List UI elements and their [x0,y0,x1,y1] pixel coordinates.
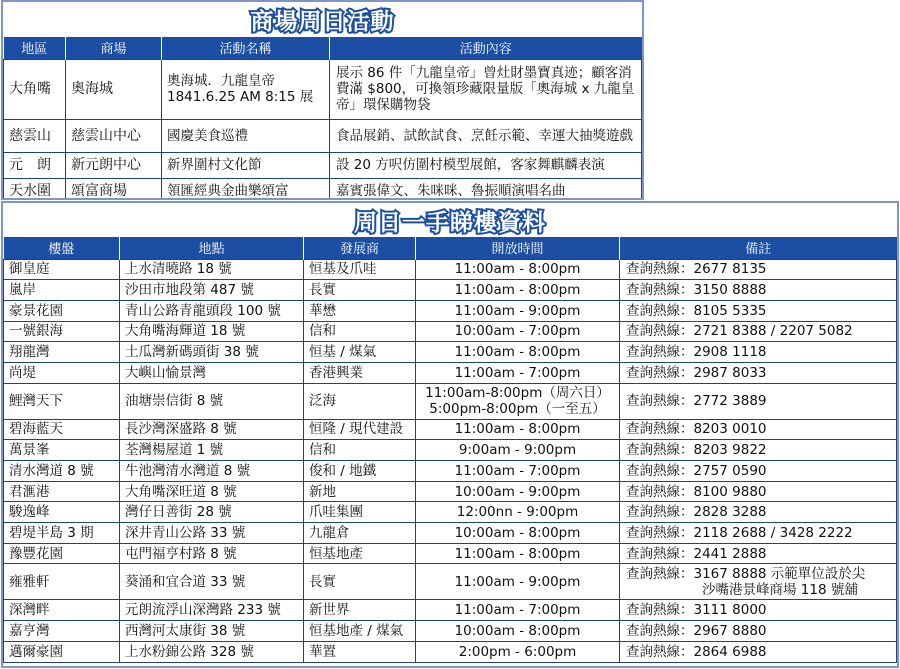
header-mall: 商場 [66,37,162,59]
hours-line: 10:00am - 8:00pm [454,524,581,541]
mall-row [4,178,642,200]
estate-cell: 雍雅軒 [4,564,120,600]
home-row [4,543,897,564]
remarks-cell [620,564,897,600]
event-name-line: 領匯經典金曲樂頌富 [167,183,289,199]
mall-name-cell: 新元朗中心 [66,152,162,178]
home-header-row [4,237,897,259]
location-cell: 青山公路青龍頭段 100 號 [120,300,304,321]
location-cell: 葵涌和宜合道 33 號 [120,564,304,600]
opening-hours-cell [416,502,620,523]
estate-cell: 御皇庭 [4,259,120,280]
remark-line: 查詢熱線：2864 6988 [626,643,767,660]
remark-line: 查詢熱線：2828 3288 [626,504,767,521]
developer-cell: 長實 [304,564,416,600]
developer-cell: 恒基地產 / 煤氣 [304,621,416,642]
developer-cell: 信和 [304,440,416,461]
mall-row [4,152,642,178]
estate-cell: 嵐岸 [4,280,120,301]
header-developer: 發展商 [304,237,416,259]
location-cell: 上水粉錦公路 328 號 [120,641,304,662]
developer-cell: 爪哇集團 [304,502,416,523]
developer-cell: 長實 [304,280,416,301]
header-event-content: 活動內容 [330,37,642,59]
location-cell: 大角嘴海輝道 18 號 [120,321,304,342]
hours-line: 11:00am - 9:00pm [454,573,581,590]
opening-hours-cell [416,440,620,461]
opening-hours-cell [416,342,620,363]
mall-name-cell: 奧海城 [66,59,162,119]
remarks-cell [620,481,897,502]
remarks-cell [620,280,897,301]
opening-hours-cell [416,419,620,440]
developer-cell: 俊和 / 地鐵 [304,461,416,482]
home-viewing-title-bar [3,203,897,237]
opening-hours-cell [416,383,620,419]
location-cell: 長沙灣深盛路 8 號 [120,419,304,440]
remark-line: 查詢熱線：8105 5335 [626,302,767,319]
opening-hours-cell [416,481,620,502]
remarks-cell [620,543,897,564]
remarks-cell [620,362,897,383]
mall-name-cell: 頌富商場 [66,178,162,200]
estate-cell: 碧堤半島 3 期 [4,523,120,544]
header-opening-hours: 開放時間 [416,237,620,259]
header-location: 地點 [120,237,304,259]
estate-cell: 嘉亨灣 [4,621,120,642]
home-row [4,342,897,363]
header-estate: 樓盤 [4,237,120,259]
estate-cell: 尚堤 [4,362,120,383]
hours-line: 11:00am - 8:00pm [454,344,581,361]
mall-events-body [4,59,642,200]
remark-line: 查詢熱線：2441 2888 [626,545,767,562]
estate-cell: 豪景花園 [4,300,120,321]
estate-cell: 鯉灣天下 [4,383,120,419]
opening-hours-cell [416,259,620,280]
district-cell: 元 朗 [4,152,66,178]
remarks-cell [620,383,897,419]
hours-line: 9:00am - 9:00pm [458,442,577,459]
location-cell: 大角嘴深旺道 8 號 [120,481,304,502]
event-name-line: 新界圍村文化節 [167,157,262,173]
location-cell: 深井青山公路 33 號 [120,523,304,544]
event-content-cell: 展示 86 件「九龍皇帝」曾灶財墨寶真迹；顧客消費滿 $800，可換領珍藏限量版「奧海城 x 九龍皇帝」環保購物袋 [330,59,642,119]
mall-events-panel [1,0,644,200]
location-cell: 土瓜灣新碼頭街 38 號 [120,342,304,363]
opening-hours-cell [416,523,620,544]
hours-line: 11:00am - 7:00pm [454,364,581,381]
remark-line: 查詢熱線：8203 9822 [626,442,767,459]
remark-line: 查詢熱線：2118 2688 / 3428 2222 [626,524,853,541]
hours-line: 11:00am - 8:00pm [454,261,581,278]
estate-cell: 深灣畔 [4,600,120,621]
header-event-name: 活動名稱 [162,37,330,59]
remark-line: 查詢熱線：2987 8033 [626,364,767,381]
home-row [4,564,897,600]
estate-cell: 清水灣道 8 號 [4,461,120,482]
opening-hours-cell [416,300,620,321]
opening-hours-cell [416,600,620,621]
hours-line: 5:00pm-8:00pm（一至五） [429,401,606,418]
remarks-cell [620,461,897,482]
developer-cell: 華懋 [304,300,416,321]
home-row [4,621,897,642]
event-name-line: 1841.6.25 AM 8:15 展 [167,89,314,105]
estate-cell: 駿逸峰 [4,502,120,523]
header-district: 地區 [4,37,66,59]
developer-cell: 九龍倉 [304,523,416,544]
estate-cell: 君滙港 [4,481,120,502]
remark-line: 查詢熱線：8100 9880 [626,483,767,500]
estate-cell: 碧海藍天 [4,419,120,440]
home-row [4,481,897,502]
location-cell: 上水清曉路 18 號 [120,259,304,280]
hours-line: 11:00am - 8:00pm [454,545,581,562]
location-cell: 大嶼山愉景灣 [120,362,304,383]
remark-line: 查詢熱線：2721 8388 / 2207 5082 [626,323,853,340]
district-cell: 天水圍 [4,178,66,200]
remarks-cell [620,641,897,662]
event-name-cell [162,178,330,200]
hours-line: 11:00am - 7:00pm [454,602,581,619]
event-content-cell: 設 20 方呎仿圍村模型展館，客家舞麒麟表演 [330,152,642,178]
developer-cell: 香港興業 [304,362,416,383]
remark-line: 查詢熱線：3150 8888 [626,282,767,299]
developer-cell: 恒基及爪哇 [304,259,416,280]
district-cell: 慈雲山 [4,119,66,152]
developer-cell: 泛海 [304,383,416,419]
hours-line: 12:00nn - 9:00pm [456,504,579,521]
remark-line: 查詢熱線：8203 0010 [626,421,767,438]
home-row [4,383,897,419]
developer-cell: 恒隆 / 現代建設 [304,419,416,440]
event-content-cell: 嘉賓張偉文、朱咪咪、魯振順演唱名曲 [330,178,642,200]
remark-line: 查詢熱線：2772 3889 [626,393,767,410]
home-row [4,461,897,482]
estate-cell: 萬景峯 [4,440,120,461]
remarks-cell [620,419,897,440]
remarks-cell [620,300,897,321]
estate-cell: 一號銀海 [4,321,120,342]
home-row [4,362,897,383]
event-content-cell: 食品展銷、試飲試食、烹飪示範、幸運大抽獎遊戲 [330,119,642,152]
developer-cell: 信和 [304,321,416,342]
event-name-cell [162,59,330,119]
mall-row [4,119,642,152]
estate-cell: 翔龍灣 [4,342,120,363]
remarks-cell [620,600,897,621]
remarks-cell [620,502,897,523]
home-row [4,523,897,544]
hours-line: 2:00pm - 6:00pm [458,643,577,660]
remark-line: 查詢熱線：2908 1118 [626,344,767,361]
opening-hours-cell [416,543,620,564]
hours-line: 10:00am - 7:00pm [454,323,581,340]
developer-cell: 新世界 [304,600,416,621]
remarks-cell [620,342,897,363]
estate-cell: 邁爾豪園 [4,641,120,662]
home-row [4,300,897,321]
mall-events-title: 商場周日活動 [250,9,395,35]
location-cell: 西灣河太康街 38 號 [120,621,304,642]
opening-hours-cell [416,461,620,482]
remarks-cell [620,523,897,544]
hours-line: 10:00am - 9:00pm [454,483,581,500]
remark-line: 查詢熱線：2757 0590 [626,462,767,479]
home-row [4,600,897,621]
developer-cell: 恒基地產 [304,543,416,564]
opening-hours-cell [416,280,620,301]
remarks-cell [620,440,897,461]
developer-cell: 華置 [304,641,416,662]
mall-header-row [4,37,642,59]
district-cell: 大角嘴 [4,59,66,119]
hours-line: 11:00am - 8:00pm [454,282,581,299]
event-name-line: 國慶美食巡禮 [167,127,248,144]
home-viewing-title: 周日一手睇樓資料 [354,209,546,236]
hours-line: 11:00am - 9:00pm [454,302,581,319]
developer-cell: 恒基 / 煤氣 [304,342,416,363]
location-cell: 油塘崇信街 8 號 [120,383,304,419]
developer-cell: 新地 [304,481,416,502]
remark-line: 查詢熱線：2967 8880 [626,622,767,639]
home-row [4,641,897,662]
header-remarks: 備註 [620,237,897,259]
opening-hours-cell [416,621,620,642]
home-row [4,419,897,440]
remark-line: 查詢熱線：2677 8135 [626,261,767,278]
opening-hours-cell [416,362,620,383]
home-viewing-panel [1,201,899,668]
location-cell: 灣仔日善街 28 號 [120,502,304,523]
home-row [4,321,897,342]
hours-line: 10:00am - 8:00pm [454,622,581,639]
home-row [4,280,897,301]
remark-line: 沙嘴港景峰商場 118 號舖 [702,581,858,598]
home-row [4,502,897,523]
event-name-cell [162,152,330,178]
opening-hours-cell [416,641,620,662]
hours-line: 11:00am-8:00pm（周六日） [425,385,610,402]
location-cell: 沙田市地段第 487 號 [120,280,304,301]
home-row [4,259,897,280]
mall-events-table [3,37,642,200]
opening-hours-cell [416,321,620,342]
hours-line: 11:00am - 7:00pm [454,462,581,479]
location-cell: 牛池灣清水灣道 8 號 [120,461,304,482]
opening-hours-cell [416,564,620,600]
home-row [4,440,897,461]
mall-events-title-bar [3,2,642,37]
remark-line: 查詢熱線：3111 8000 [626,602,767,619]
remarks-cell [620,621,897,642]
remarks-cell [620,321,897,342]
remark-line: 查詢熱線：3167 8888 示範單位設於尖 [626,565,866,582]
hours-line: 11:00am - 8:00pm [454,421,581,438]
home-viewing-table [3,237,897,663]
location-cell: 元朗流浮山深灣路 233 號 [120,600,304,621]
event-name-cell [162,119,330,152]
home-viewing-body [4,259,897,662]
estate-cell: 豫豐花園 [4,543,120,564]
remarks-cell [620,259,897,280]
mall-row [4,59,642,119]
location-cell: 屯門福亨村路 8 號 [120,543,304,564]
location-cell: 荃灣楊屋道 1 號 [120,440,304,461]
event-name-line: 奧海城．九龍皇帝 [167,73,275,89]
mall-name-cell: 慈雲山中心 [66,119,162,152]
